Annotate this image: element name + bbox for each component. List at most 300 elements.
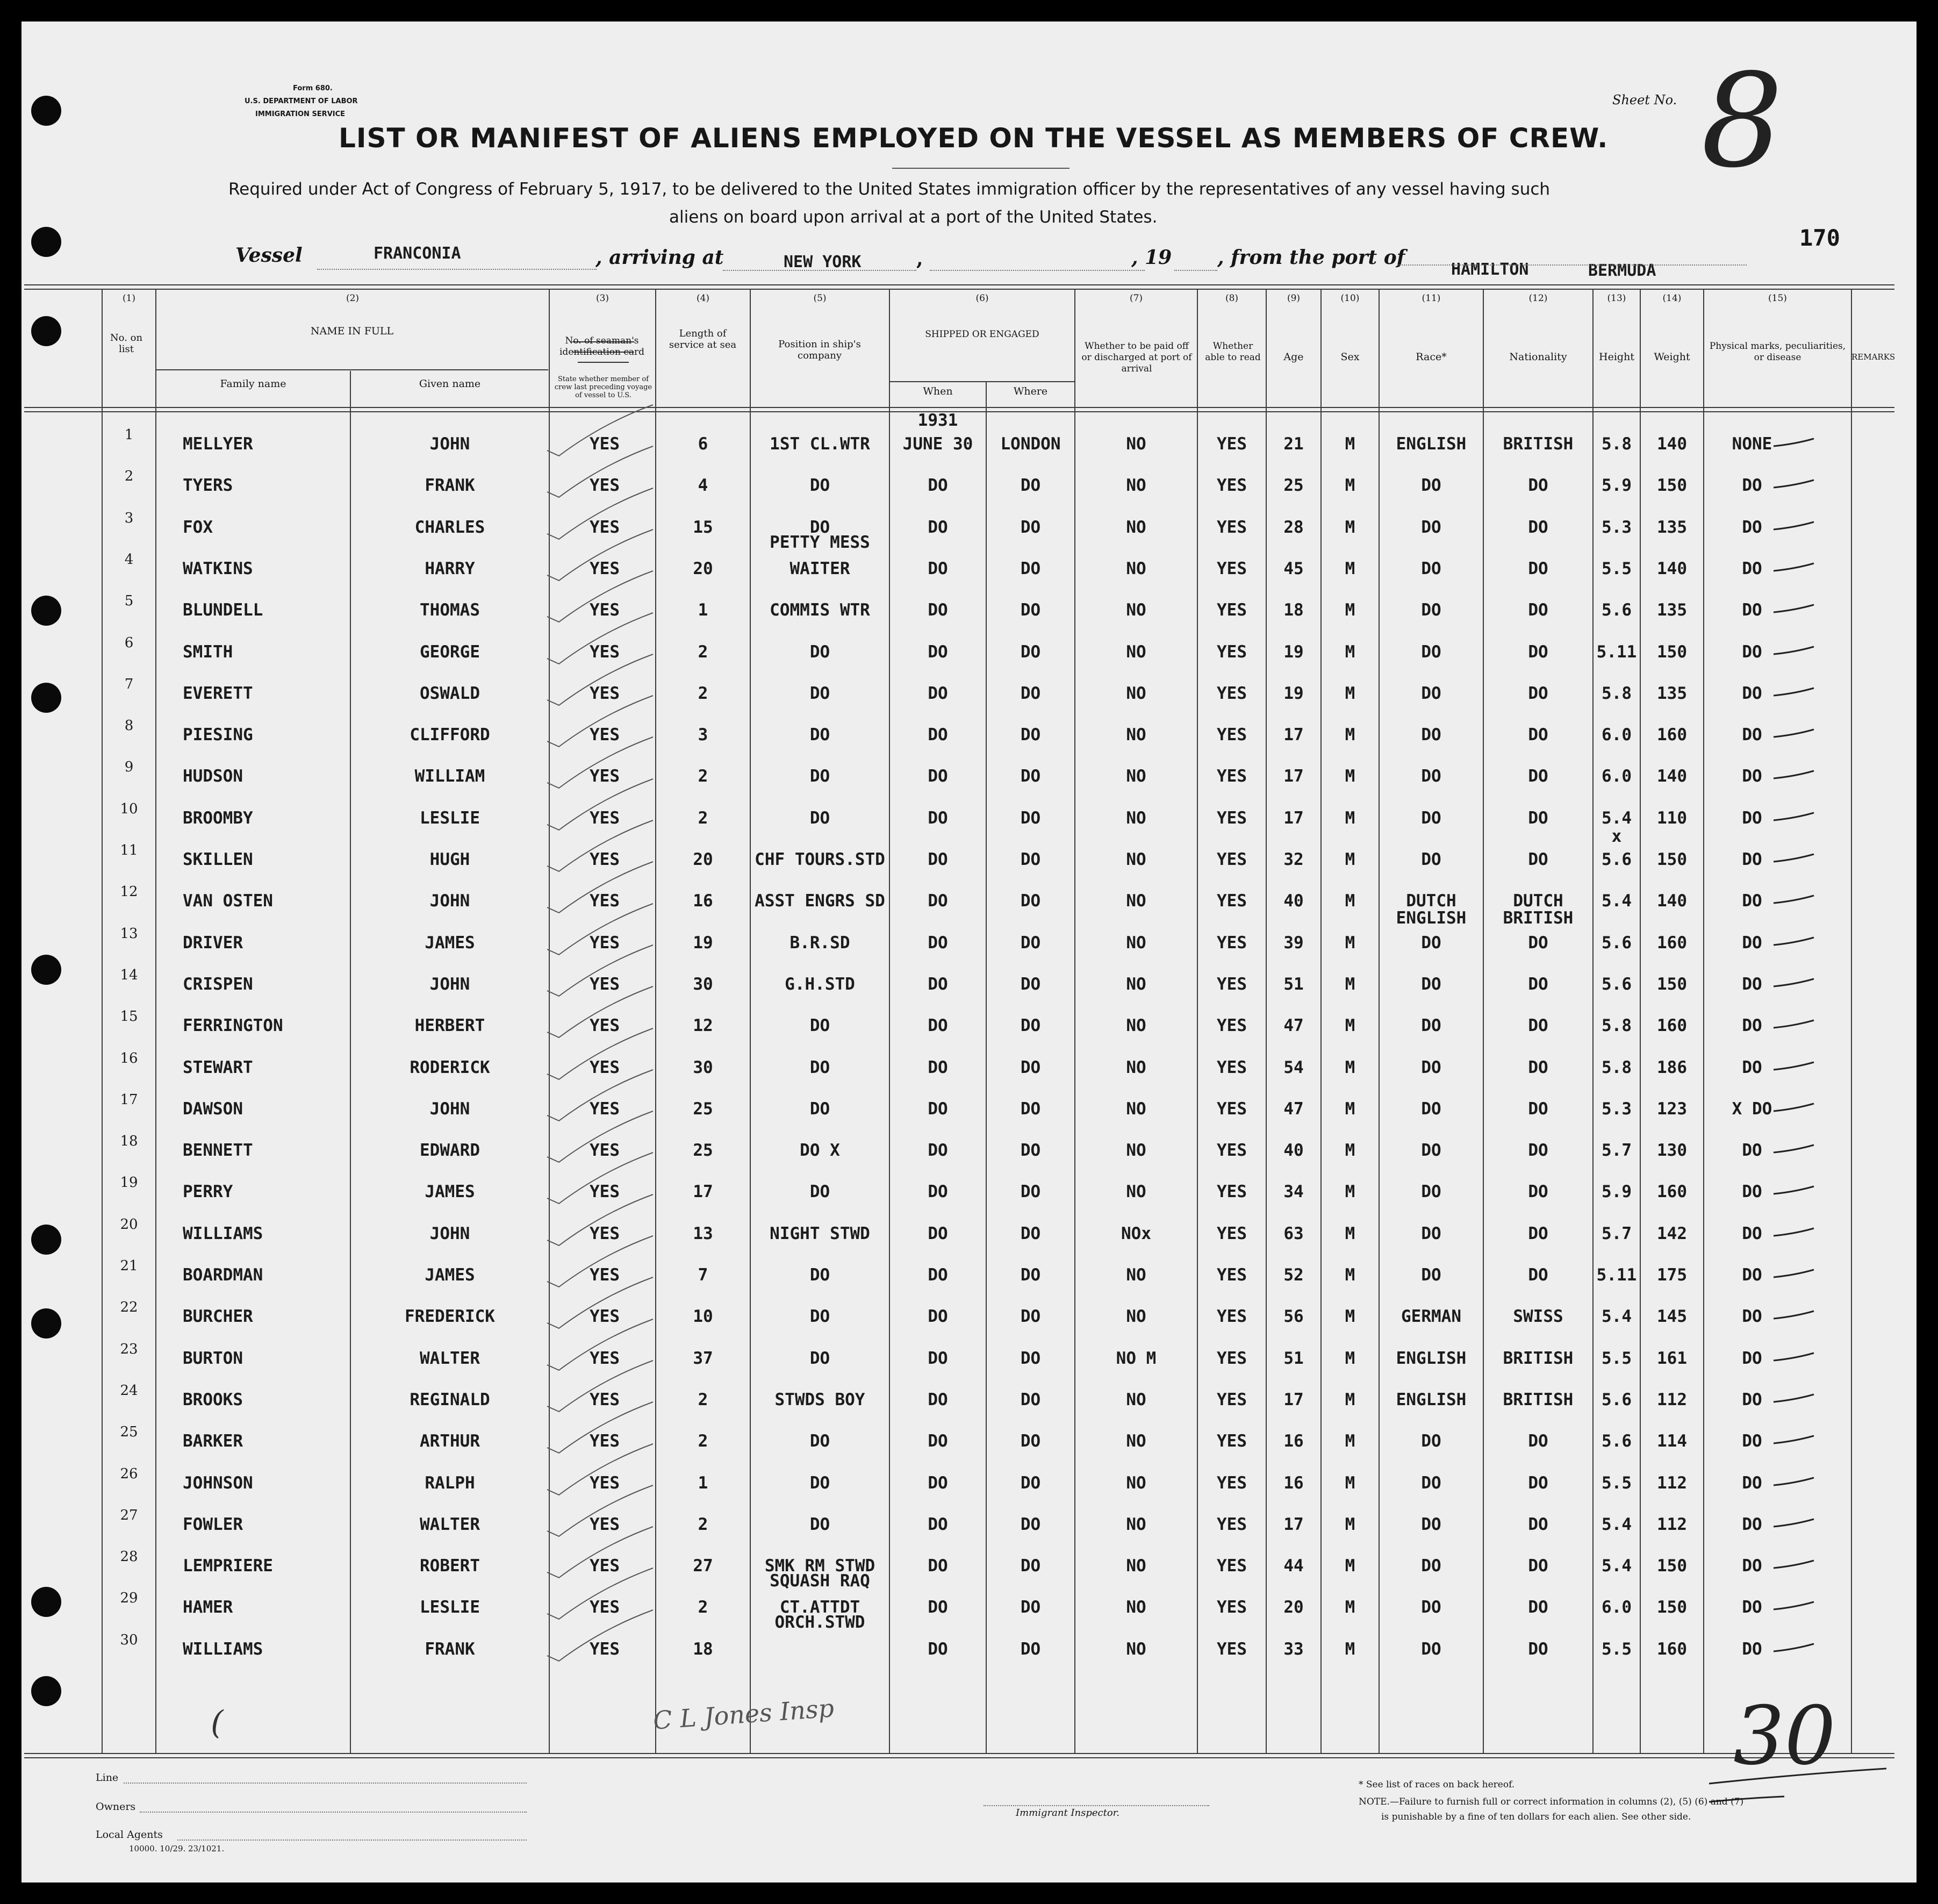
physical-marks: DO	[1742, 1431, 1762, 1451]
nationality: DO	[1528, 933, 1548, 953]
row-number: 12	[120, 884, 138, 900]
nationality: DO	[1528, 1515, 1548, 1534]
physical-marks: DO	[1742, 1473, 1762, 1493]
inspector-signature: C L Jones Insp	[652, 1693, 835, 1735]
engaged-when: DO	[928, 518, 948, 537]
race: DO	[1421, 1016, 1441, 1035]
family-name: FOX	[183, 518, 213, 537]
position: DO	[809, 1099, 830, 1119]
paid-off: NO	[1126, 767, 1146, 786]
given-name: OSWALD	[420, 684, 480, 703]
weight: 186	[1657, 1058, 1687, 1077]
sex: M	[1345, 850, 1355, 869]
nationality: DO	[1528, 1058, 1548, 1077]
previous-voyage: YES	[590, 1016, 620, 1035]
engaged-where: DO	[1020, 476, 1041, 495]
physical-marks: DO	[1742, 1349, 1762, 1368]
column-number: (3)	[595, 293, 609, 304]
binder-hole	[31, 1676, 61, 1706]
paid-off: NO	[1126, 518, 1146, 537]
previous-voyage: YES	[590, 725, 620, 745]
previous-voyage: YES	[590, 600, 620, 620]
able-to-read: YES	[1217, 1265, 1247, 1285]
family-name: BOARDMAN	[183, 1265, 263, 1285]
row-number: 1	[124, 427, 134, 443]
nationality: DO	[1528, 684, 1548, 703]
family-name: DAWSON	[183, 1099, 243, 1119]
able-to-read: YES	[1217, 725, 1247, 745]
sheet-label: Sheet No.	[1612, 92, 1677, 108]
previous-voyage: YES	[590, 1640, 620, 1659]
able-to-read: YES	[1217, 850, 1247, 869]
given-name: CLIFFORD	[410, 725, 490, 745]
age: 52	[1283, 1265, 1304, 1285]
binder-hole	[31, 1225, 61, 1255]
engaged-when: DO	[928, 642, 948, 662]
physical-marks: DO	[1742, 1598, 1762, 1617]
footer-print-code: 10000. 10/29. 23/1021.	[129, 1844, 225, 1853]
height: 5.8	[1602, 684, 1632, 703]
able-to-read: YES	[1217, 933, 1247, 953]
age: 40	[1283, 891, 1304, 911]
paid-off: NO	[1126, 1515, 1146, 1534]
nationality: DO	[1528, 1182, 1548, 1201]
family-name: SMITH	[183, 642, 233, 662]
previous-voyage: YES	[590, 1307, 620, 1326]
nationality: DO	[1528, 600, 1548, 620]
weight: 142	[1657, 1224, 1687, 1243]
engaged-when: DO	[928, 559, 948, 578]
from-label: , from the port of	[1217, 246, 1405, 269]
length-of-service: 30	[693, 1058, 713, 1077]
paid-off: NO	[1126, 1556, 1146, 1576]
column-number: (13)	[1607, 293, 1626, 304]
race: DO	[1421, 808, 1441, 828]
physical-marks: X DO	[1732, 1099, 1772, 1119]
engaged-where: DO	[1020, 684, 1041, 703]
physical-marks: DO	[1742, 518, 1762, 537]
departure-line	[1397, 264, 1747, 266]
height: 5.3	[1602, 1099, 1632, 1119]
height: 5.6	[1602, 850, 1632, 869]
height: 5.6	[1602, 600, 1632, 620]
family-name: BROOKS	[183, 1390, 243, 1409]
age: 16	[1283, 1473, 1304, 1493]
engaged-where: DO	[1020, 1016, 1041, 1035]
race: DO	[1421, 725, 1441, 745]
paid-off: NO	[1126, 975, 1146, 994]
sex: M	[1345, 933, 1355, 953]
weight: 140	[1657, 891, 1687, 911]
race: DO	[1421, 1515, 1441, 1534]
length-of-service: 7	[698, 1265, 708, 1285]
able-to-read: YES	[1217, 1058, 1247, 1077]
position: ASST ENGRS SD	[755, 891, 885, 911]
height: 5.4	[1602, 1515, 1632, 1534]
previous-voyage: YES	[590, 559, 620, 578]
sex: M	[1345, 476, 1355, 495]
length-of-service: 2	[698, 767, 708, 786]
family-name: BURTON	[183, 1349, 243, 1368]
race: DO	[1421, 1556, 1441, 1576]
given-name: ROBERT	[420, 1556, 480, 1576]
row-number: 22	[120, 1299, 138, 1315]
age: 20	[1283, 1598, 1304, 1617]
paid-off: NO	[1126, 1058, 1146, 1077]
family-name: TYERS	[183, 476, 233, 495]
physical-marks: DO	[1742, 767, 1762, 786]
header-nationality: Nationality	[1509, 351, 1567, 363]
row-number: 4	[124, 552, 134, 568]
sex: M	[1345, 1099, 1355, 1119]
family-name: FOWLER	[183, 1515, 243, 1534]
position: DO	[809, 1182, 830, 1201]
able-to-read: YES	[1217, 1556, 1247, 1576]
header-able-to-read: Whether able to read	[1205, 341, 1261, 363]
able-to-read: YES	[1217, 476, 1247, 495]
position: DO	[809, 518, 830, 537]
able-to-read: YES	[1217, 559, 1247, 578]
vessel-line	[317, 269, 597, 270]
physical-marks: DO	[1742, 933, 1762, 953]
header-age: Age	[1283, 351, 1304, 363]
engaged-when: DO	[928, 1141, 948, 1160]
previous-voyage: YES	[590, 476, 620, 495]
engaged-where: DO	[1020, 767, 1041, 786]
race: DO	[1421, 975, 1441, 994]
family-name: DRIVER	[183, 933, 243, 953]
sex: M	[1345, 600, 1355, 620]
position: DO	[809, 476, 830, 495]
previous-voyage: YES	[590, 1265, 620, 1285]
engaged-when: DO	[928, 684, 948, 703]
family-name: JOHNSON	[183, 1473, 253, 1493]
engaged-where: DO	[1020, 891, 1041, 911]
position: B.R.SD	[789, 933, 850, 953]
engaged-when: DO	[928, 808, 948, 828]
previous-voyage: YES	[590, 1058, 620, 1077]
nationality: DO	[1528, 1016, 1548, 1035]
nationality: DO	[1528, 975, 1548, 994]
previous-voyage: YES	[590, 1556, 620, 1576]
race: ENGLISH	[1396, 1349, 1467, 1368]
subtitle-line-2: aliens on board upon arrival at a port of the United States.	[669, 207, 1158, 227]
given-name: WALTER	[420, 1349, 480, 1368]
physical-marks: NONE	[1732, 434, 1772, 454]
given-name: JOHN	[429, 434, 470, 454]
height: 5.11	[1596, 642, 1637, 662]
family-name: BURCHER	[183, 1307, 253, 1326]
physical-marks: DO	[1742, 1640, 1762, 1659]
length-of-service: 27	[693, 1556, 713, 1576]
weight: 140	[1657, 559, 1687, 578]
family-name: FERRINGTON	[183, 1016, 283, 1035]
sex: M	[1345, 767, 1355, 786]
arriving-label: , arriving at	[595, 246, 724, 269]
departure-country: BERMUDA	[1588, 261, 1656, 280]
sex: M	[1345, 1265, 1355, 1285]
engaged-when: DO	[928, 1307, 948, 1326]
length-of-service: 2	[698, 1431, 708, 1451]
position: G.H.STD	[785, 975, 855, 994]
previous-voyage: YES	[590, 1141, 620, 1160]
vessel-label: Vessel	[235, 244, 303, 267]
sex: M	[1345, 1556, 1355, 1576]
engaged-when: DO	[928, 767, 948, 786]
header-seaman-id-struck: No. of seaman's identification card	[559, 335, 645, 357]
arrival-port: NEW YORK	[784, 253, 862, 271]
weight: 114	[1657, 1431, 1687, 1451]
age: 40	[1283, 1141, 1304, 1160]
length-of-service: 3	[698, 725, 708, 745]
race: DO	[1421, 1640, 1441, 1659]
weight: 160	[1657, 725, 1687, 745]
length-of-service: 2	[698, 642, 708, 662]
row-number: 30	[120, 1632, 138, 1648]
given-name: FREDERICK	[405, 1307, 495, 1326]
row-number: 25	[120, 1424, 138, 1440]
paid-off: NO	[1126, 559, 1146, 578]
year-label: , 19	[1131, 246, 1172, 269]
engaged-where: DO	[1020, 850, 1041, 869]
engaged-year: 1931	[917, 411, 958, 430]
nationality: DO	[1528, 1265, 1548, 1285]
nationality: BRITISH	[1503, 1390, 1574, 1409]
column-number: (9)	[1287, 293, 1301, 304]
paid-off: NO	[1126, 1016, 1146, 1035]
weight: 175	[1657, 1265, 1687, 1285]
paid-off: NOx	[1121, 1224, 1151, 1243]
position: 1ST CL.WTR	[770, 434, 870, 454]
department-name: U.S. DEPARTMENT OF LABOR	[245, 97, 358, 105]
row-number: 10	[120, 801, 138, 817]
able-to-read: YES	[1217, 1349, 1247, 1368]
previous-voyage: YES	[590, 767, 620, 786]
given-name: FRANK	[425, 1640, 475, 1659]
nationality: DO	[1528, 559, 1548, 578]
row-number: 13	[120, 926, 138, 942]
weight: 140	[1657, 767, 1687, 786]
weight: 150	[1657, 476, 1687, 495]
service-name: IMMIGRATION SERVICE	[255, 110, 346, 118]
footer-inspector-line	[984, 1805, 1209, 1806]
engaged-where: DO	[1020, 1224, 1041, 1243]
able-to-read: YES	[1217, 1473, 1247, 1493]
physical-marks: DO	[1742, 1265, 1762, 1285]
header-height: Height	[1599, 351, 1634, 363]
sex: M	[1345, 1141, 1355, 1160]
header-physical-marks: Physical marks, peculiarities, or disease	[1709, 341, 1846, 363]
previous-voyage: YES	[590, 1224, 620, 1243]
length-of-service: 16	[693, 891, 713, 911]
age: 25	[1283, 476, 1304, 495]
engaged-when: DO	[928, 891, 948, 911]
nationality: DO	[1528, 767, 1548, 786]
position: DO	[809, 1058, 830, 1077]
able-to-read: YES	[1217, 600, 1247, 620]
row-number: 6	[124, 635, 134, 651]
age: 32	[1283, 850, 1304, 869]
paid-off: NO	[1126, 933, 1146, 953]
footer-line-field	[124, 1783, 527, 1784]
row-number: 16	[120, 1050, 138, 1066]
length-of-service: 20	[693, 559, 713, 578]
physical-marks: DO	[1742, 850, 1762, 869]
previous-voyage: YES	[590, 1431, 620, 1451]
race: DO	[1421, 767, 1441, 786]
physical-marks: DO	[1742, 891, 1762, 911]
binder-hole	[31, 227, 61, 257]
sex: M	[1345, 642, 1355, 662]
column-number: (15)	[1768, 293, 1787, 304]
race: GERMAN	[1401, 1307, 1461, 1326]
physical-marks: DO	[1742, 975, 1762, 994]
paid-off: NO	[1126, 808, 1146, 828]
paid-off: NO	[1126, 1265, 1146, 1285]
able-to-read: YES	[1217, 1016, 1247, 1035]
sex: M	[1345, 891, 1355, 911]
given-name: WILLIAM	[414, 767, 485, 786]
family-name: WATKINS	[183, 559, 253, 578]
engaged-when: DO	[928, 1556, 948, 1576]
paid-off: NO	[1126, 850, 1146, 869]
header-given-name: Given name	[419, 378, 481, 390]
physical-marks: DO	[1742, 476, 1762, 495]
family-name: EVERETT	[183, 684, 253, 703]
paid-off: NO	[1126, 684, 1146, 703]
row-number: 18	[120, 1133, 138, 1149]
race: DO	[1421, 933, 1441, 953]
given-name: HERBERT	[414, 1016, 485, 1035]
height: 5.8	[1602, 1058, 1632, 1077]
paid-off: NO	[1126, 1141, 1146, 1160]
row-number: 3	[124, 510, 134, 526]
given-name: THOMAS	[420, 600, 480, 620]
physical-marks: DO	[1742, 600, 1762, 620]
nationality: DO	[1528, 725, 1548, 745]
engaged-where: DO	[1020, 1141, 1041, 1160]
age: 28	[1283, 518, 1304, 537]
sex: M	[1345, 1182, 1355, 1201]
engaged-where: DO	[1020, 1265, 1041, 1285]
header-sex: Sex	[1340, 351, 1360, 363]
paid-off: NO M	[1116, 1349, 1157, 1368]
stamp-number: 170	[1799, 225, 1840, 251]
given-name: HUGH	[429, 850, 470, 869]
total-crew-count: 30	[1733, 1690, 1836, 1783]
length-of-service: 2	[698, 684, 708, 703]
age: 19	[1283, 642, 1304, 662]
nationality: DO	[1528, 476, 1548, 495]
row-number: 17	[120, 1092, 138, 1108]
engaged-when: DO	[928, 476, 948, 495]
physical-marks: DO	[1742, 559, 1762, 578]
physical-marks: DO	[1742, 808, 1762, 828]
column-number: (8)	[1225, 293, 1239, 304]
engaged-when: DO	[928, 1016, 948, 1035]
race: DO	[1421, 1224, 1441, 1243]
weight: 112	[1657, 1515, 1687, 1534]
column-number: (12)	[1528, 293, 1548, 304]
paid-off: NO	[1126, 1640, 1146, 1659]
given-name: JOHN	[429, 1224, 470, 1243]
footer-owners-label: Owners	[96, 1801, 136, 1813]
given-name: RALPH	[425, 1473, 475, 1493]
binder-hole	[31, 596, 61, 626]
age: 54	[1283, 1058, 1304, 1077]
previous-voyage: YES	[590, 850, 620, 869]
paid-off: NO	[1126, 1390, 1146, 1409]
paid-off: NO	[1126, 476, 1146, 495]
age: 34	[1283, 1182, 1304, 1201]
sheet-number: 8	[1701, 46, 1783, 196]
paid-off: NO	[1126, 1598, 1146, 1617]
weight: 123	[1657, 1099, 1687, 1119]
engaged-when: DO	[928, 1265, 948, 1285]
weight: 160	[1657, 1182, 1687, 1201]
given-name: ARTHUR	[420, 1431, 480, 1451]
race: DO	[1421, 1058, 1441, 1077]
position: DO	[809, 767, 830, 786]
binder-hole	[31, 1587, 61, 1617]
engaged-where: DO	[1020, 1640, 1041, 1659]
height: 5.11	[1596, 1265, 1637, 1285]
engaged-where: DO	[1020, 642, 1041, 662]
race: DO	[1421, 850, 1441, 869]
race: DO	[1421, 1141, 1441, 1160]
height: 5.5	[1602, 1473, 1632, 1493]
row-number: 15	[120, 1008, 138, 1025]
able-to-read: YES	[1217, 1307, 1247, 1326]
given-name: EDWARD	[420, 1141, 480, 1160]
engaged-where: DO	[1020, 559, 1041, 578]
nationality: DO	[1528, 642, 1548, 662]
given-name: LESLIE	[420, 808, 480, 828]
race: DO	[1421, 684, 1441, 703]
nationality-extra: BRITISH	[1503, 908, 1574, 928]
weight: 135	[1657, 600, 1687, 620]
paid-off: NO	[1126, 642, 1146, 662]
height: 5.7	[1602, 1141, 1632, 1160]
position: STWDS BOY	[774, 1390, 865, 1409]
weight: 150	[1657, 975, 1687, 994]
height: 5.8	[1602, 434, 1632, 454]
weight: 150	[1657, 642, 1687, 662]
height: 5.5	[1602, 559, 1632, 578]
length-of-service: 19	[693, 933, 713, 953]
position: SMK RM STWD	[764, 1556, 875, 1576]
family-name: VAN OSTEN	[183, 891, 273, 911]
paid-off: NO	[1126, 1307, 1146, 1326]
position: CHF TOURS.STD	[755, 850, 885, 869]
sex: M	[1345, 518, 1355, 537]
row-number: 7	[124, 676, 134, 692]
physical-marks: DO	[1742, 1016, 1762, 1035]
sex: M	[1345, 1640, 1355, 1659]
title-rule	[892, 168, 1070, 169]
age: 51	[1283, 975, 1304, 994]
previous-voyage: YES	[590, 975, 620, 994]
binder-hole	[31, 955, 61, 985]
length-of-service: 6	[698, 434, 708, 454]
engaged-when: DO	[928, 850, 948, 869]
able-to-read: YES	[1217, 1598, 1247, 1617]
age: 17	[1283, 767, 1304, 786]
race: DUTCH	[1406, 891, 1456, 911]
race: DO	[1421, 1473, 1441, 1493]
physical-marks: DO	[1742, 1141, 1762, 1160]
footer-agents-label: Local Agents	[96, 1829, 163, 1841]
